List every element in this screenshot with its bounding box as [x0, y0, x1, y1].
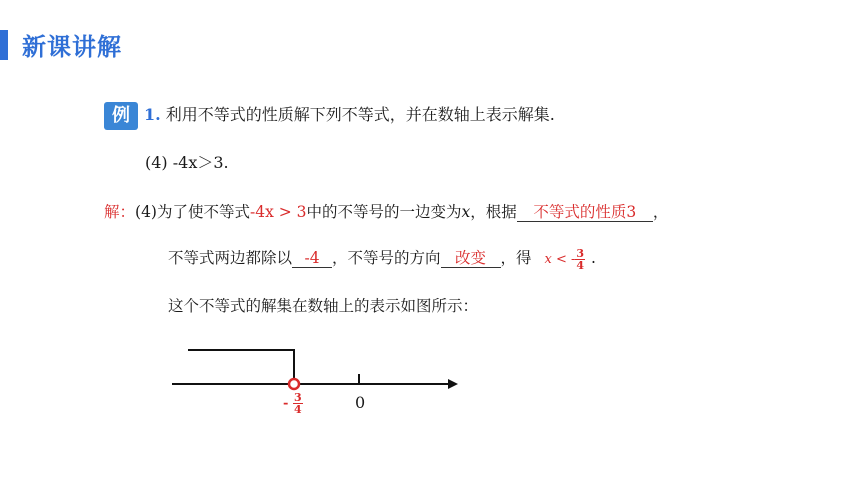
section-title: 新课讲解 — [22, 33, 122, 61]
fraction-denominator: 4 — [293, 403, 302, 416]
solution-text: (4)为了使不等式 — [135, 203, 250, 221]
blank-property: 不等式的性质3 — [517, 203, 653, 222]
problem-number: 1. — [144, 105, 161, 124]
zero-label: 0 — [355, 393, 366, 412]
solution-text: ，根据 — [470, 203, 517, 221]
variable: x — [461, 203, 471, 221]
minus-sign: - — [283, 396, 289, 411]
result-text: x < - — [544, 252, 576, 267]
solution-line-3: 这个不等式的解集在数轴上的表示如图所示： — [168, 297, 479, 315]
solution-label: 解： — [104, 203, 136, 221]
solution-text: ， — [652, 203, 669, 221]
axis-arrow — [448, 379, 458, 389]
solution-text: ，得 — [500, 249, 532, 267]
open-circle-endpoint — [289, 379, 299, 389]
fraction-numerator: 3 — [293, 391, 302, 404]
endpoint-label — [283, 392, 303, 415]
sub-problem: (4) -4x＞3. — [145, 153, 229, 172]
solution-text: . — [591, 249, 596, 267]
inequality: -4x > 3 — [249, 203, 307, 221]
fraction-numerator: 3 — [576, 247, 585, 260]
problem-text: 利用不等式的性质解下列不等式，并在数轴上表示解集. — [160, 105, 555, 124]
solution-text: 中的不等号的一边变为 — [306, 203, 462, 221]
solution-text: 不等式两边都除以 — [168, 249, 293, 267]
example-badge: 例 — [104, 102, 138, 130]
solution-set-bracket — [188, 350, 294, 380]
blank-divisor: -4 — [292, 249, 332, 268]
solution-text: ，不等号的方向 — [332, 249, 441, 267]
endpoint-fraction — [293, 392, 303, 415]
fraction-denominator: 4 — [576, 259, 585, 272]
blank-direction: 改变 — [441, 249, 501, 268]
